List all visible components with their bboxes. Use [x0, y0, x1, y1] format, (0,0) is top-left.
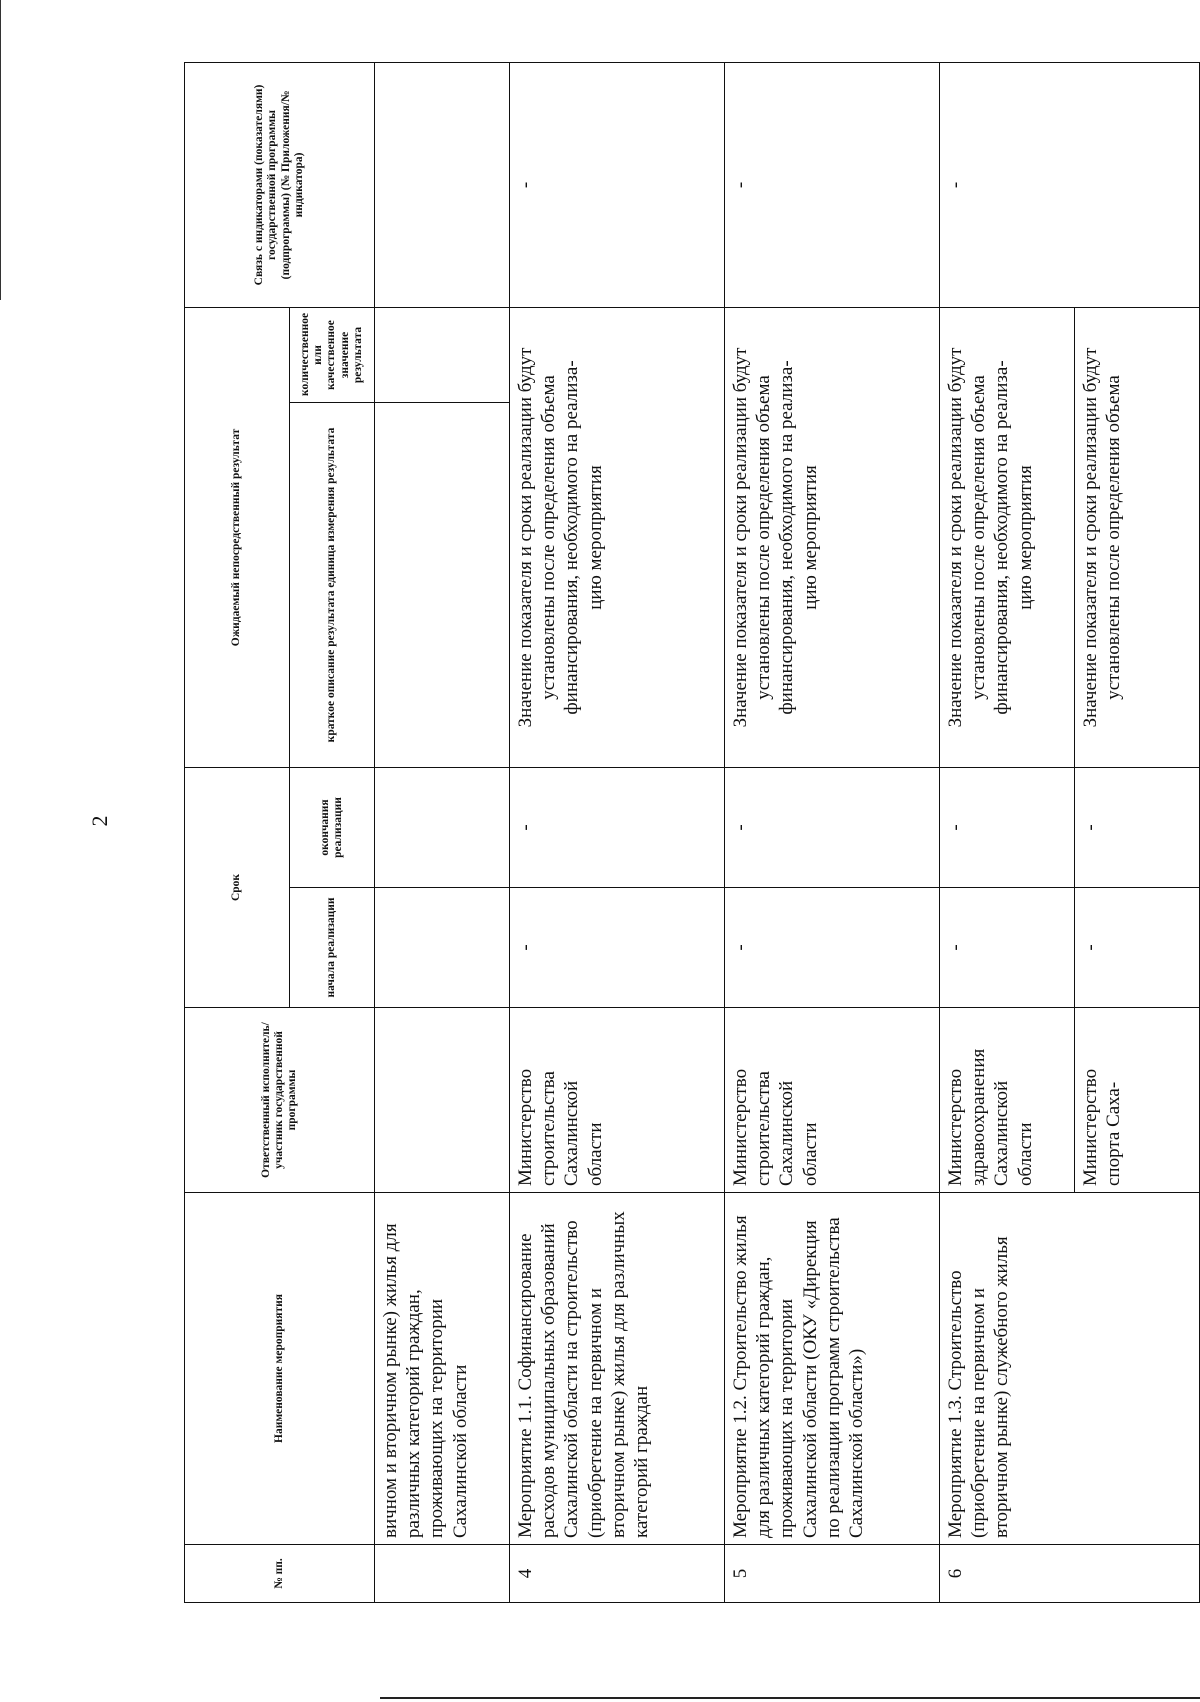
result-line: цию мероприятия: [799, 465, 821, 610]
row-result: [510, 307, 725, 767]
result-line: Значение показателя и сроки реализации будут установлены после определения объема: [730, 347, 775, 728]
row-value: [375, 307, 510, 402]
scan-bottom-line: [380, 1697, 1200, 1699]
row-start: [940, 888, 1200, 1008]
table-row: [375, 62, 510, 1602]
row-num: 4: [510, 1545, 725, 1603]
executor-sport: Министерство спорта Саха-: [1080, 1068, 1125, 1186]
row-start: [375, 888, 510, 1008]
header-link: Связь с индикаторами (показателями) государственной программы (подпрограммы) (№ Приложения/№ индикатора): [185, 62, 375, 307]
row-num: 5: [725, 1545, 940, 1603]
result-a: [940, 308, 1075, 767]
row-end: -: [725, 767, 940, 887]
row-end: -: [510, 767, 725, 887]
row-link: [375, 62, 510, 307]
row-executor: [940, 1008, 1200, 1193]
table-row: [510, 62, 725, 1602]
row-executor: Министерство строительства Сахалинской области: [510, 1008, 725, 1193]
activities-table: [184, 62, 1200, 1603]
header-expected-desc: краткое описание результата единица измерения результата: [290, 402, 375, 767]
row-name: вичном и вторичном рынке) жилья для различных категорий граждан, проживающих на территории Сахалинской области: [375, 1193, 510, 1545]
row-result: [375, 402, 510, 767]
rotated-table-container: [184, 63, 1125, 1603]
executor-health: Министерство здравоохранения Сахалинской области: [940, 1008, 1075, 1192]
row-link: -: [510, 62, 725, 307]
result-b: [1075, 308, 1129, 767]
header-expected: Ожидаемый непосредственный результат: [185, 307, 290, 767]
row-name: Мероприятие 1.2. Строительство жилья для различных категорий граждан, проживающих на территории Сахалинской области (ОКУ «Дирекция по реализации программ строительства Сахалинской области»): [725, 1193, 940, 1545]
header-period: Срок: [185, 767, 290, 1007]
header-name: Наименование мероприятия: [185, 1193, 375, 1545]
start-a: -: [940, 888, 1075, 1007]
page-number: 2: [87, 815, 112, 827]
header-executor: Ответственный исполнитель/участник государственной программы: [185, 1008, 375, 1193]
row-link: -: [725, 62, 940, 307]
row-end: [375, 767, 510, 887]
table-row: [940, 62, 1200, 1602]
scan-edge-line: [0, 0, 1, 300]
row-result: [940, 307, 1200, 767]
end-b: -: [1080, 824, 1101, 831]
result-line: финансирования, необходимого на реализа-: [991, 360, 1013, 715]
table-row: [725, 62, 940, 1602]
row-name: Мероприятие 1.1. Софинансирование расходов муниципальных образований Сахалинской области на строительство (приобретение на первичном и вторичном рынке) жилья для различных категорий граждан: [510, 1193, 725, 1545]
row-num: [375, 1545, 510, 1603]
result-line: Значение показателя и сроки реализации будут установлены после определения объема: [1080, 347, 1125, 728]
row-end: [940, 767, 1200, 887]
header-period-start: начала реализации: [290, 888, 375, 1008]
row-executor: [375, 1008, 510, 1193]
result-line: цию мероприятия: [1014, 465, 1036, 610]
header-period-end: окончания реализации: [290, 767, 375, 887]
row-name: Мероприятие 1.3. Строительство (приобретение на первичном и вторичном рынке) служебного жилья: [940, 1193, 1200, 1545]
row-executor: Министерство строительства Сахалинской области: [725, 1008, 940, 1193]
result-line: цию мероприятия: [584, 465, 606, 610]
header-row-1: [185, 62, 290, 1602]
row-result: [725, 307, 940, 767]
result-line: финансирования, необходимого на реализа-: [561, 360, 583, 715]
header-num: № пп.: [185, 1545, 375, 1603]
header-expected-value: количественное или качественное значение результата: [290, 307, 375, 402]
result-line: финансирования, необходимого на реализа-: [776, 360, 798, 715]
result-line: Значение показателя и сроки реализации будут установлены после определения объема: [515, 347, 560, 728]
result-line: Значение показателя и сроки реализации будут установлены после определения объема: [945, 347, 990, 728]
end-a: -: [940, 768, 1075, 887]
row-start: -: [725, 888, 940, 1008]
start-b: -: [1080, 944, 1101, 951]
row-start: -: [510, 888, 725, 1008]
row-num: 6: [940, 1545, 1200, 1603]
row-link: -: [940, 62, 1200, 307]
